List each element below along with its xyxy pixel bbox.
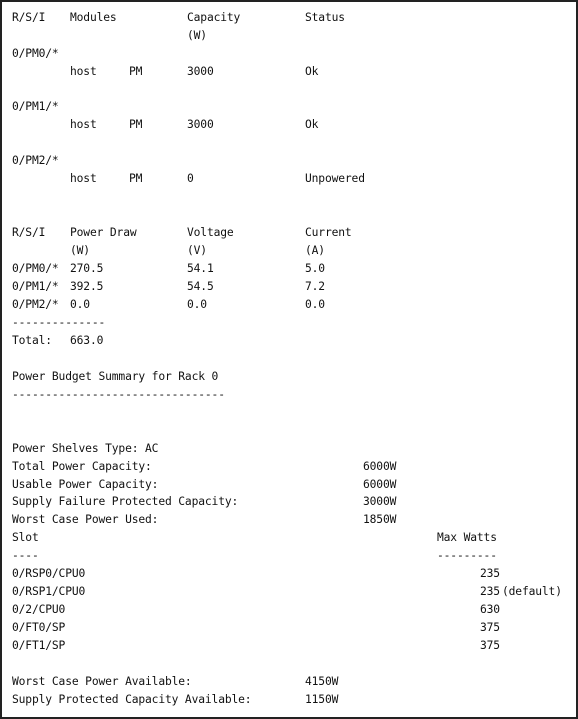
power-voltage: 0.0: [187, 298, 207, 311]
slot-watts: 630: [480, 603, 500, 616]
budget-item-label: Total Power Capacity:: [12, 460, 152, 473]
budget-shelves-type: Power Shelves Type: AC: [12, 442, 159, 455]
slot-name: 0/2/CPU0: [12, 603, 66, 616]
max-watts-header: Max Watts: [437, 531, 497, 544]
budget-item-value: 6000W: [363, 460, 397, 473]
slot-name: 0/FT0/SP: [12, 621, 66, 634]
module-status: Ok: [305, 65, 319, 78]
power-current: 0.0: [305, 298, 325, 311]
budget-item-label: Worst Case Power Used:: [12, 513, 159, 526]
slot-watts: 235: [480, 585, 500, 598]
budget-item-value: 3000W: [363, 495, 397, 508]
power-header-voltage-unit: (V): [187, 244, 207, 257]
module-rsi: 0/PM1/*: [12, 100, 59, 113]
module-type: PM: [129, 118, 143, 131]
power-current: 5.0: [305, 262, 325, 275]
module-capacity: 0: [187, 172, 194, 185]
power-header-voltage: Voltage: [187, 226, 234, 239]
module-name: host: [70, 172, 97, 185]
modules-header-capacity-unit: (W): [187, 29, 207, 42]
modules-header-modules: Modules: [70, 11, 117, 24]
power-separator: --------------: [12, 316, 106, 329]
power-rsi: 0/PM2/*: [12, 298, 59, 311]
slot-note: (default): [502, 585, 562, 598]
module-name: host: [70, 65, 97, 78]
power-rsi: 0/PM0/*: [12, 262, 59, 275]
module-capacity: 3000: [187, 65, 214, 78]
budget-item-value: 6000W: [363, 478, 397, 491]
slot-name: 0/RSP0/CPU0: [12, 567, 86, 580]
budget-underline: --------------------------------: [12, 388, 225, 401]
power-voltage: 54.1: [187, 262, 214, 275]
module-rsi: 0/PM2/*: [12, 154, 59, 167]
power-header-draw-unit: (W): [70, 244, 90, 257]
slot-watts: 375: [480, 621, 500, 634]
available-value: 1150W: [305, 693, 339, 706]
max-watts-header-dash: ---------: [437, 549, 497, 562]
budget-item-label: Supply Failure Protected Capacity:: [12, 495, 239, 508]
power-header-draw: Power Draw: [70, 226, 137, 239]
power-header-current-unit: (A): [305, 244, 325, 257]
budget-title: Power Budget Summary for Rack 0: [12, 370, 219, 383]
available-value: 4150W: [305, 675, 339, 688]
module-rsi: 0/PM0/*: [12, 47, 59, 60]
slot-watts: 235: [480, 567, 500, 580]
power-header-current: Current: [305, 226, 352, 239]
module-type: PM: [129, 172, 143, 185]
power-rsi: 0/PM1/*: [12, 280, 59, 293]
power-draw: 392.5: [70, 280, 104, 293]
power-voltage: 54.5: [187, 280, 214, 293]
module-status: Ok: [305, 118, 319, 131]
module-status: Unpowered: [305, 172, 365, 185]
power-header-rsi: R/S/I: [12, 226, 46, 239]
module-type: PM: [129, 65, 143, 78]
modules-header-capacity: Capacity: [187, 11, 241, 24]
power-draw: 0.0: [70, 298, 90, 311]
available-label: Supply Protected Capacity Available:: [12, 693, 252, 706]
power-total-label: Total:: [12, 334, 52, 347]
slot-header-dash: ----: [12, 549, 39, 562]
slot-header: Slot: [12, 531, 39, 544]
power-draw: 270.5: [70, 262, 104, 275]
power-current: 7.2: [305, 280, 325, 293]
modules-header-status: Status: [305, 11, 345, 24]
modules-header-rsi: R/S/I: [12, 11, 46, 24]
slot-watts: 375: [480, 639, 500, 652]
module-capacity: 3000: [187, 118, 214, 131]
available-label: Worst Case Power Available:: [12, 675, 192, 688]
budget-item-label: Usable Power Capacity:: [12, 478, 159, 491]
budget-item-value: 1850W: [363, 513, 397, 526]
power-total-value: 663.0: [70, 334, 104, 347]
module-name: host: [70, 118, 97, 131]
slot-name: 0/RSP1/CPU0: [12, 585, 86, 598]
slot-name: 0/FT1/SP: [12, 639, 66, 652]
